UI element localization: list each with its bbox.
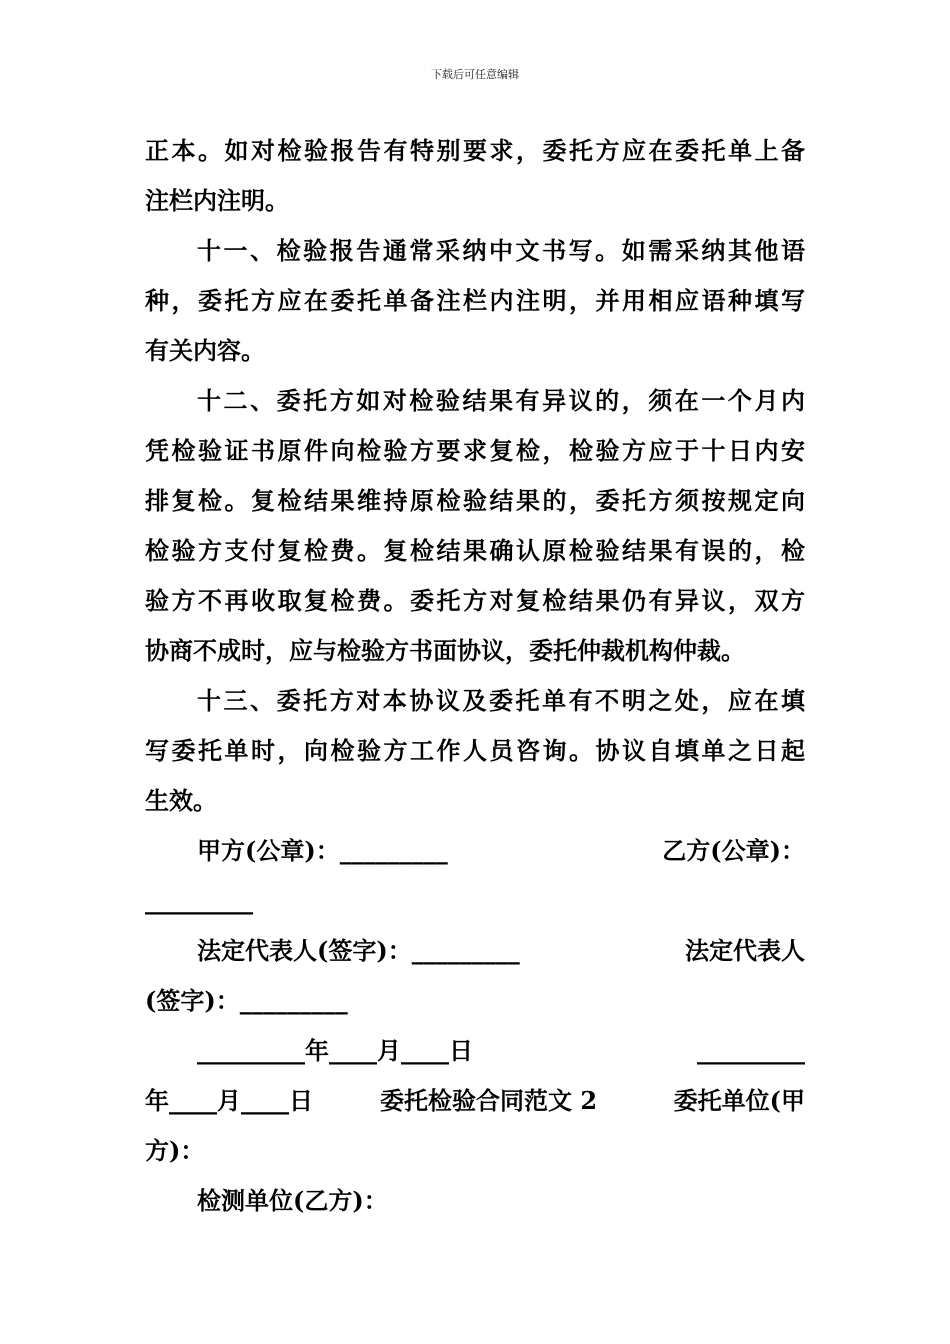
text-line: 十一、检验报告通常采纳中文书写。如需采纳其他语 [197, 236, 805, 265]
text-line: 正本。如对检验报告有特别要求，委托方应在委托单上备 [145, 136, 805, 165]
text-line: 种，委托方应在委托单备注栏内注明，并用相应语种填写 [145, 286, 805, 315]
seal-row [145, 826, 805, 876]
date-title-row [145, 1076, 805, 1126]
text-line: 注栏内注明。 [145, 186, 289, 215]
text-line: 验方不再收取复检费。委托方对复检结果仍有异议，双方 [145, 586, 805, 615]
paragraph-clause-13 [145, 676, 805, 826]
party-b-date-blank: _________ [697, 1036, 805, 1065]
date-row [145, 1026, 805, 1076]
text-line: 生效。 [145, 786, 217, 815]
seal-blank-row [145, 876, 805, 926]
paragraph-clause-12 [145, 376, 805, 676]
party-a-representative: 法定代表人(签字)：_________ [197, 936, 520, 965]
paragraph-clause-11 [145, 226, 805, 376]
representative-row [145, 926, 805, 976]
client-label-end: 方)： [145, 1136, 205, 1165]
party-a-date: _________年____月____日 [197, 1036, 473, 1065]
text-line: 检验方支付复检费。复检结果确认原检验结果有误的，检 [145, 536, 805, 565]
party-b-representative: 法定代表人 [685, 936, 805, 965]
text-line: 排复检。复检结果维持原检验结果的，委托方须按规定向 [145, 486, 805, 515]
party-b-date: 年____月____日 [145, 1086, 313, 1115]
lab-row [145, 1176, 805, 1226]
testing-lab-label: 检测单位(乙方)： [197, 1186, 388, 1215]
client-row-2 [145, 1126, 805, 1176]
text-line: 十二、委托方如对检验结果有异议的，须在一个月内 [197, 386, 805, 415]
party-b-seal: 乙方(公章)： [662, 836, 805, 865]
text-line: 十三、委托方对本协议及委托单有不明之处，应在填 [197, 686, 805, 715]
signature-block [145, 826, 805, 1226]
text-line: 有关内容。 [145, 336, 265, 365]
text-line: 写委托单时，向检验方工作人员咨询。协议自填单之日起 [145, 736, 805, 765]
page-header: 下载后可任意编辑 [431, 68, 519, 81]
party-b-signature: (签字)：_________ [145, 986, 348, 1015]
contract-body [145, 126, 805, 1226]
client-label: 委托单位(甲 [673, 1086, 805, 1115]
party-b-seal-blank: _________ [145, 886, 253, 915]
paragraph-continuation [145, 126, 805, 226]
party-a-seal: 甲方(公章)：_________ [197, 836, 448, 865]
second-contract-title: 委托检验合同范文 2 [380, 1086, 598, 1115]
text-line: 协商不成时，应与检验方书面协议，委托仲裁机构仲裁。 [145, 636, 745, 665]
representative-row-2 [145, 976, 805, 1026]
text-line: 凭检验证书原件向检验方要求复检，检验方应于十日内安 [145, 436, 805, 465]
